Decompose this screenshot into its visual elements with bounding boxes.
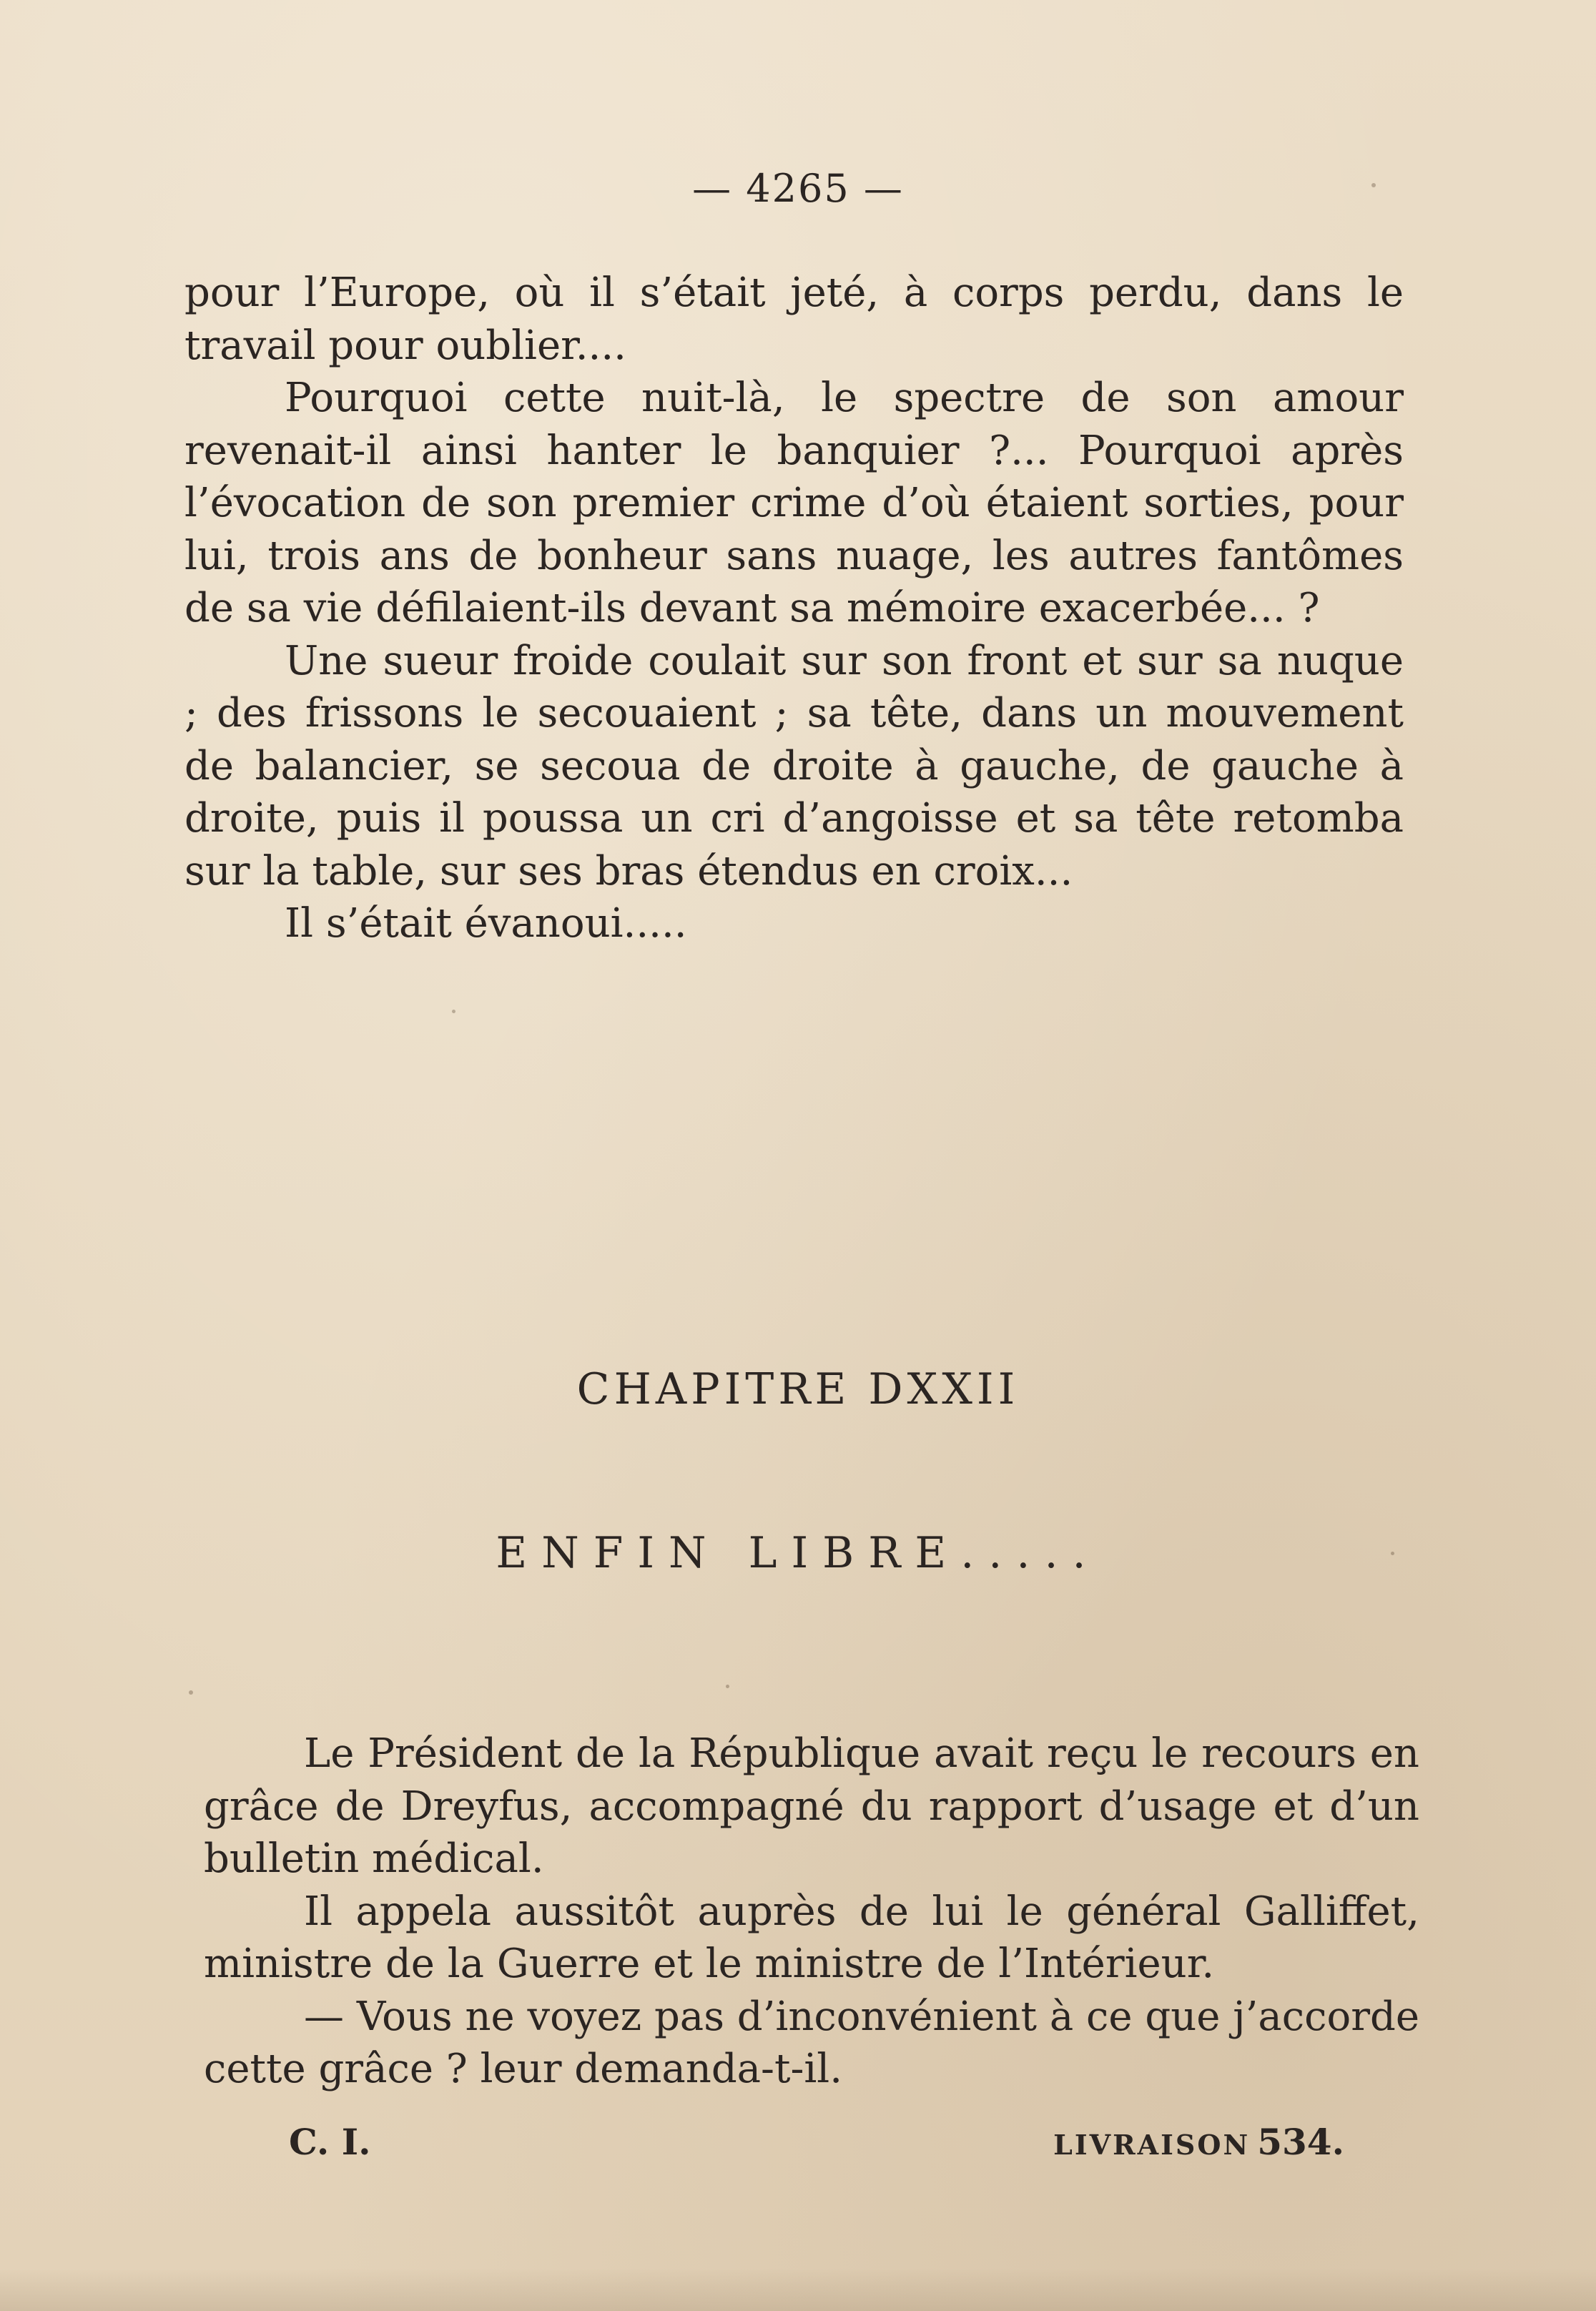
paragraph: Il s’était évanoui..... bbox=[285, 900, 687, 947]
chapter-title: CHAPITRE DXXII bbox=[576, 1364, 1020, 1414]
livraison-number: 534. bbox=[1257, 2121, 1344, 2163]
paragraph: Une sueur froide coulait sur son front et sur sa nuque ; des frissons le secouaient ; sa tête, dans un mouvement de balancier, se secoua de droite à gauche, de gauche à droite, puis il poussa un cri d’angoisse et sa tête retomba sur la table, sur ses bras étendus en croix... bbox=[184, 637, 1404, 895]
paragraph-continuation: pour l’Europe, où il s’était jeté, à corps perdu, dans le travail pour oublier.... bbox=[184, 270, 1404, 369]
footer-signature: C. I. bbox=[289, 2121, 371, 2163]
paper-speck bbox=[452, 1010, 455, 1013]
paper-speck bbox=[726, 1685, 729, 1688]
paragraph: Le Président de la République avait reçu le recours en grâce de Dreyfus, accompagné du rapport d’usage et d’un bulletin médical. bbox=[204, 1730, 1419, 1882]
page-number: — 4265 — bbox=[692, 166, 904, 211]
paragraph: — Vous ne voyez pas d’inconvénient à ce que j’accorde cette grâce ? leur demanda-t-il. bbox=[204, 1993, 1419, 2092]
text-block-bottom bbox=[204, 1728, 1419, 2096]
chapter-subtitle: ENFIN LIBRE..... bbox=[496, 1528, 1100, 1578]
paper-speck bbox=[1391, 1552, 1394, 1555]
livraison-label: LIVRAISON bbox=[1053, 2129, 1251, 2161]
text-block-top bbox=[184, 267, 1404, 950]
footer-livraison bbox=[1053, 2121, 1344, 2163]
paper-speck bbox=[189, 1690, 193, 1695]
page-edge-shadow bbox=[0, 2268, 1596, 2311]
paragraph: Il appela aussitôt auprès de lui le général Galliffet, ministre de la Guerre et le ministre de l’Intérieur. bbox=[204, 1888, 1419, 1987]
paper-speck bbox=[1371, 183, 1376, 187]
paragraph: Pourquoi cette nuit-là, le spectre de son amour revenait-il ainsi hanter le banquier ?... Pourquoi après l’évocation de son premier crime d’où étaient sorties, pour lui, trois ans de bonheur sans nuage, les autres fantômes de sa vie défilaient-ils devant sa mémoire exacerbée... ? bbox=[184, 375, 1404, 631]
